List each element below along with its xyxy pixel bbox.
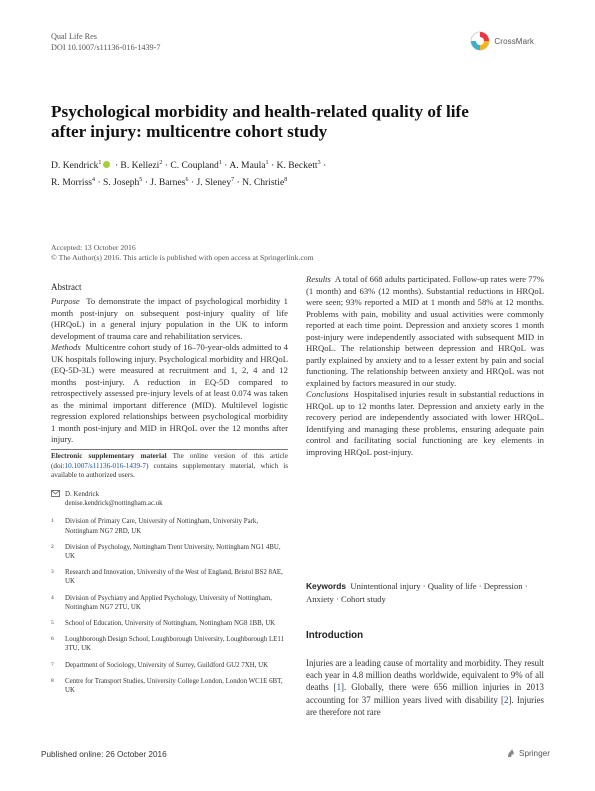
affiliation-item xyxy=(51,661,288,670)
introduction-text: Injuries are a leading cause of mortality and morbidity. They result each year in 4.8 million deaths worldwide, equivalent to 9% of all deaths [1]. Globally, there were 656 million injuries in 2013 accounting for 37 million years lived with disability [2]. Injuries are therefore not rare xyxy=(306,658,544,717)
affiliation-number: 3 xyxy=(51,569,54,576)
author-affiliation-number: 2 xyxy=(159,160,163,166)
affiliation-number: 1 xyxy=(51,518,54,525)
journal-name: Qual Life Res xyxy=(51,32,97,41)
copyright-notice: © The Author(s) 2016. This article is published with open access at Springerlink.com xyxy=(51,253,314,262)
affiliation-item xyxy=(51,619,288,628)
affiliation-item xyxy=(51,677,288,695)
doi: DOI 10.1007/s11136-016-1439-7 xyxy=(51,43,161,52)
abstract-purpose xyxy=(51,296,288,342)
conclusions-text: Hospitalised injuries result in substantial reductions in HRQoL up to 12 months later. Depression and anxiety early in the recovery period are independently associated with lower HRQoL. Identifying and managing these problems, ensuring adequate pain control and facilitating social functioning are key elements in improving HRQoL post-injury. xyxy=(306,389,544,457)
author-affiliation-number: 6 xyxy=(185,177,189,184)
affiliation-number: 7 xyxy=(51,661,54,668)
correspondence-and-affiliations xyxy=(51,490,288,702)
publication-dates xyxy=(51,243,314,263)
keywords-text: Unintentional injury · Quality of life · Depression · Anxiety · Cohort study xyxy=(306,581,528,604)
affiliation-number: 8 xyxy=(51,677,54,684)
crossmark-badge[interactable] xyxy=(470,31,534,51)
corresponding-author xyxy=(51,490,288,508)
author-affiliation-number: 7 xyxy=(231,177,235,184)
methods-text: Multicentre cohort study of 16–70-year-olds admitted to 4 UK hospitals following injury. Psychological morbidity and HRQoL (EQ-5D-3L) were measured at recruitment and 1, 2, 4 and 12 months post-injury. A reduction in EQ-5D compared to retrospectively assessed pre-injury levels of at least 0.074 was taken as the minimal important difference (MID). Multilevel logistic regression explored relationships between psychological morbidity 1 month post-injury and MID in HRQoL over the 12 months after injury. xyxy=(51,342,288,444)
affiliation-text: Research and Innovation, University of the West of England, Bristol BS2 8AE, UK xyxy=(65,569,283,586)
affiliation-item xyxy=(51,517,288,535)
author-name[interactable]: A. Maula xyxy=(229,160,266,172)
affiliation-item xyxy=(51,635,288,653)
author-list xyxy=(51,156,551,190)
author-name[interactable]: B. Kellezi xyxy=(120,160,160,172)
conclusions-label: Conclusions xyxy=(306,389,349,399)
author-line-1: D. Kendrick$^1$ · B. Kellezi$^2$ · C. Coupland$^1$ · A. Maula$^1$ · K. Beckett$^3$ · xyxy=(51,160,327,172)
purpose-label: Purpose xyxy=(51,296,80,306)
reference-link[interactable]: 2 xyxy=(504,694,509,705)
affiliation-number: 5 xyxy=(51,620,54,627)
author-affiliation-number: 1 xyxy=(218,160,222,166)
introduction-heading: Introduction xyxy=(306,630,364,641)
abstract-left-column xyxy=(51,296,288,446)
article-title: Psychological morbidity and health-related quality of life after injury: multicentre cohort study xyxy=(51,102,469,141)
contact-name: D. Kendrick xyxy=(65,491,100,498)
affiliation-item xyxy=(51,594,288,612)
esm-doi-link[interactable]: 10.1007/s11136-016-1439-7 xyxy=(64,461,147,470)
author-name[interactable]: J. Sleney xyxy=(196,177,232,189)
author-line-2: R. Morriss$^4$ · S. Joseph$^5$ · J. Barnes$^6$ · J. Sleney$^7$ · N. Christie$^8$ xyxy=(51,177,288,189)
results-text: A total of 668 adults participated. Follow-up rates were 77% (1 month) and 63% (12 months). Substantial reductions in HRQoL were seen; 93% reported a MID at 1 month and 58% at 12 months. Problems with pain, mobility and usual activities were commonly reported at each time point. Depression and anxiety scores 1 month post-injury were independently associated with subsequent MID in HRQoL. The relationship between depression and HRQoL was partly explained by anxiety and to a lesser extent by pain and social functioning. The relationship between anxiety and HRQoL was not explained by factors measured in our study. xyxy=(306,274,544,388)
affiliation-text: Division of Psychology, Nottingham Trent University, Nottingham NG1 4BU, UK xyxy=(65,543,281,561)
envelope-icon xyxy=(51,490,65,508)
footnote-divider xyxy=(51,449,288,450)
reference-link[interactable]: 1 xyxy=(336,682,342,693)
author-affiliation-number: 4 xyxy=(92,177,96,184)
esm-text-after: ) contains supplementary material, which is available to authorized users. xyxy=(51,461,288,479)
affiliation-item xyxy=(51,568,288,586)
author-affiliation-number: 8 xyxy=(284,177,288,184)
author-name[interactable]: N. Christie xyxy=(242,177,285,189)
contact-email[interactable]: denise.kendrick@nottingham.ac.uk xyxy=(65,500,163,508)
author-name[interactable]: S. Joseph xyxy=(103,177,140,189)
affiliation-text: Division of Primary Care, University of Nottingham, University Park, Nottingham NG7 2RD, UK xyxy=(65,518,259,535)
author-affiliation-number: 5 xyxy=(139,177,143,184)
esm-text-before: The online version of this article (doi: xyxy=(51,452,288,470)
abstract-right-column xyxy=(306,274,544,458)
affiliation-item xyxy=(51,543,288,561)
affiliation-text: Department of Sociology, University of Surrey, Guildford GU2 7XH, UK xyxy=(65,661,269,669)
author-name[interactable]: C. Coupland xyxy=(170,160,219,172)
abstract-conclusions xyxy=(306,389,544,458)
springer-logo xyxy=(506,748,550,758)
abstract-results xyxy=(306,274,544,389)
crossmark-label: CrossMark xyxy=(494,36,534,46)
abstract-heading: Abstract xyxy=(51,282,82,292)
affiliation-text: Centre for Transport Studies, University College London, London WC1E 6BT, UK xyxy=(65,677,283,695)
esm-label: Electronic supplementary material xyxy=(51,452,167,460)
publisher-name: Springer xyxy=(519,748,550,758)
author-affiliation-number: 1 xyxy=(98,160,102,166)
author-affiliation-number: 1 xyxy=(265,160,269,166)
supplementary-material-note xyxy=(51,452,288,481)
springer-horse-icon xyxy=(506,748,516,758)
affiliation-number: 4 xyxy=(51,594,54,601)
abstract-methods xyxy=(51,342,288,446)
affiliation-text: School of Education, University of Nottingham, Nottingham NG8 1BB, UK xyxy=(65,620,276,628)
accepted-date: Accepted: 13 October 2016 xyxy=(51,243,136,252)
affiliation-text: Division of Psychiatry and Applied Psychology, University of Nottingham, Nottingham NG7 2TU, UK xyxy=(65,594,273,611)
published-online-date: Published online: 26 October 2016 xyxy=(41,750,167,759)
keywords xyxy=(306,580,544,606)
author-name[interactable]: K. Beckett xyxy=(276,160,318,172)
orcid-icon[interactable] xyxy=(103,161,110,168)
results-label: Results xyxy=(306,274,331,284)
affiliation-number: 2 xyxy=(51,543,54,550)
keywords-label: Keywords xyxy=(306,581,347,591)
affiliation-number: 6 xyxy=(51,636,54,643)
author-name[interactable]: J. Barnes xyxy=(150,177,186,189)
author-name[interactable]: D. Kendrick xyxy=(51,160,99,172)
purpose-text: To demonstrate the impact of psychological morbidity 1 month post-injury on subsequent post-injury quality of life (HRQoL) in a general injury population in the UK to inform development of trauma care and rehabilitation services. xyxy=(51,296,288,341)
journal-info xyxy=(51,31,160,53)
methods-label: Methods xyxy=(51,342,81,352)
author-affiliation-number: 3 xyxy=(317,160,321,166)
author-name[interactable]: R. Morriss xyxy=(51,177,93,189)
affiliation-text: Loughborough Design School, Loughborough University, Loughborough LE11 3TU, UK xyxy=(65,636,285,653)
crossmark-icon xyxy=(470,31,490,51)
